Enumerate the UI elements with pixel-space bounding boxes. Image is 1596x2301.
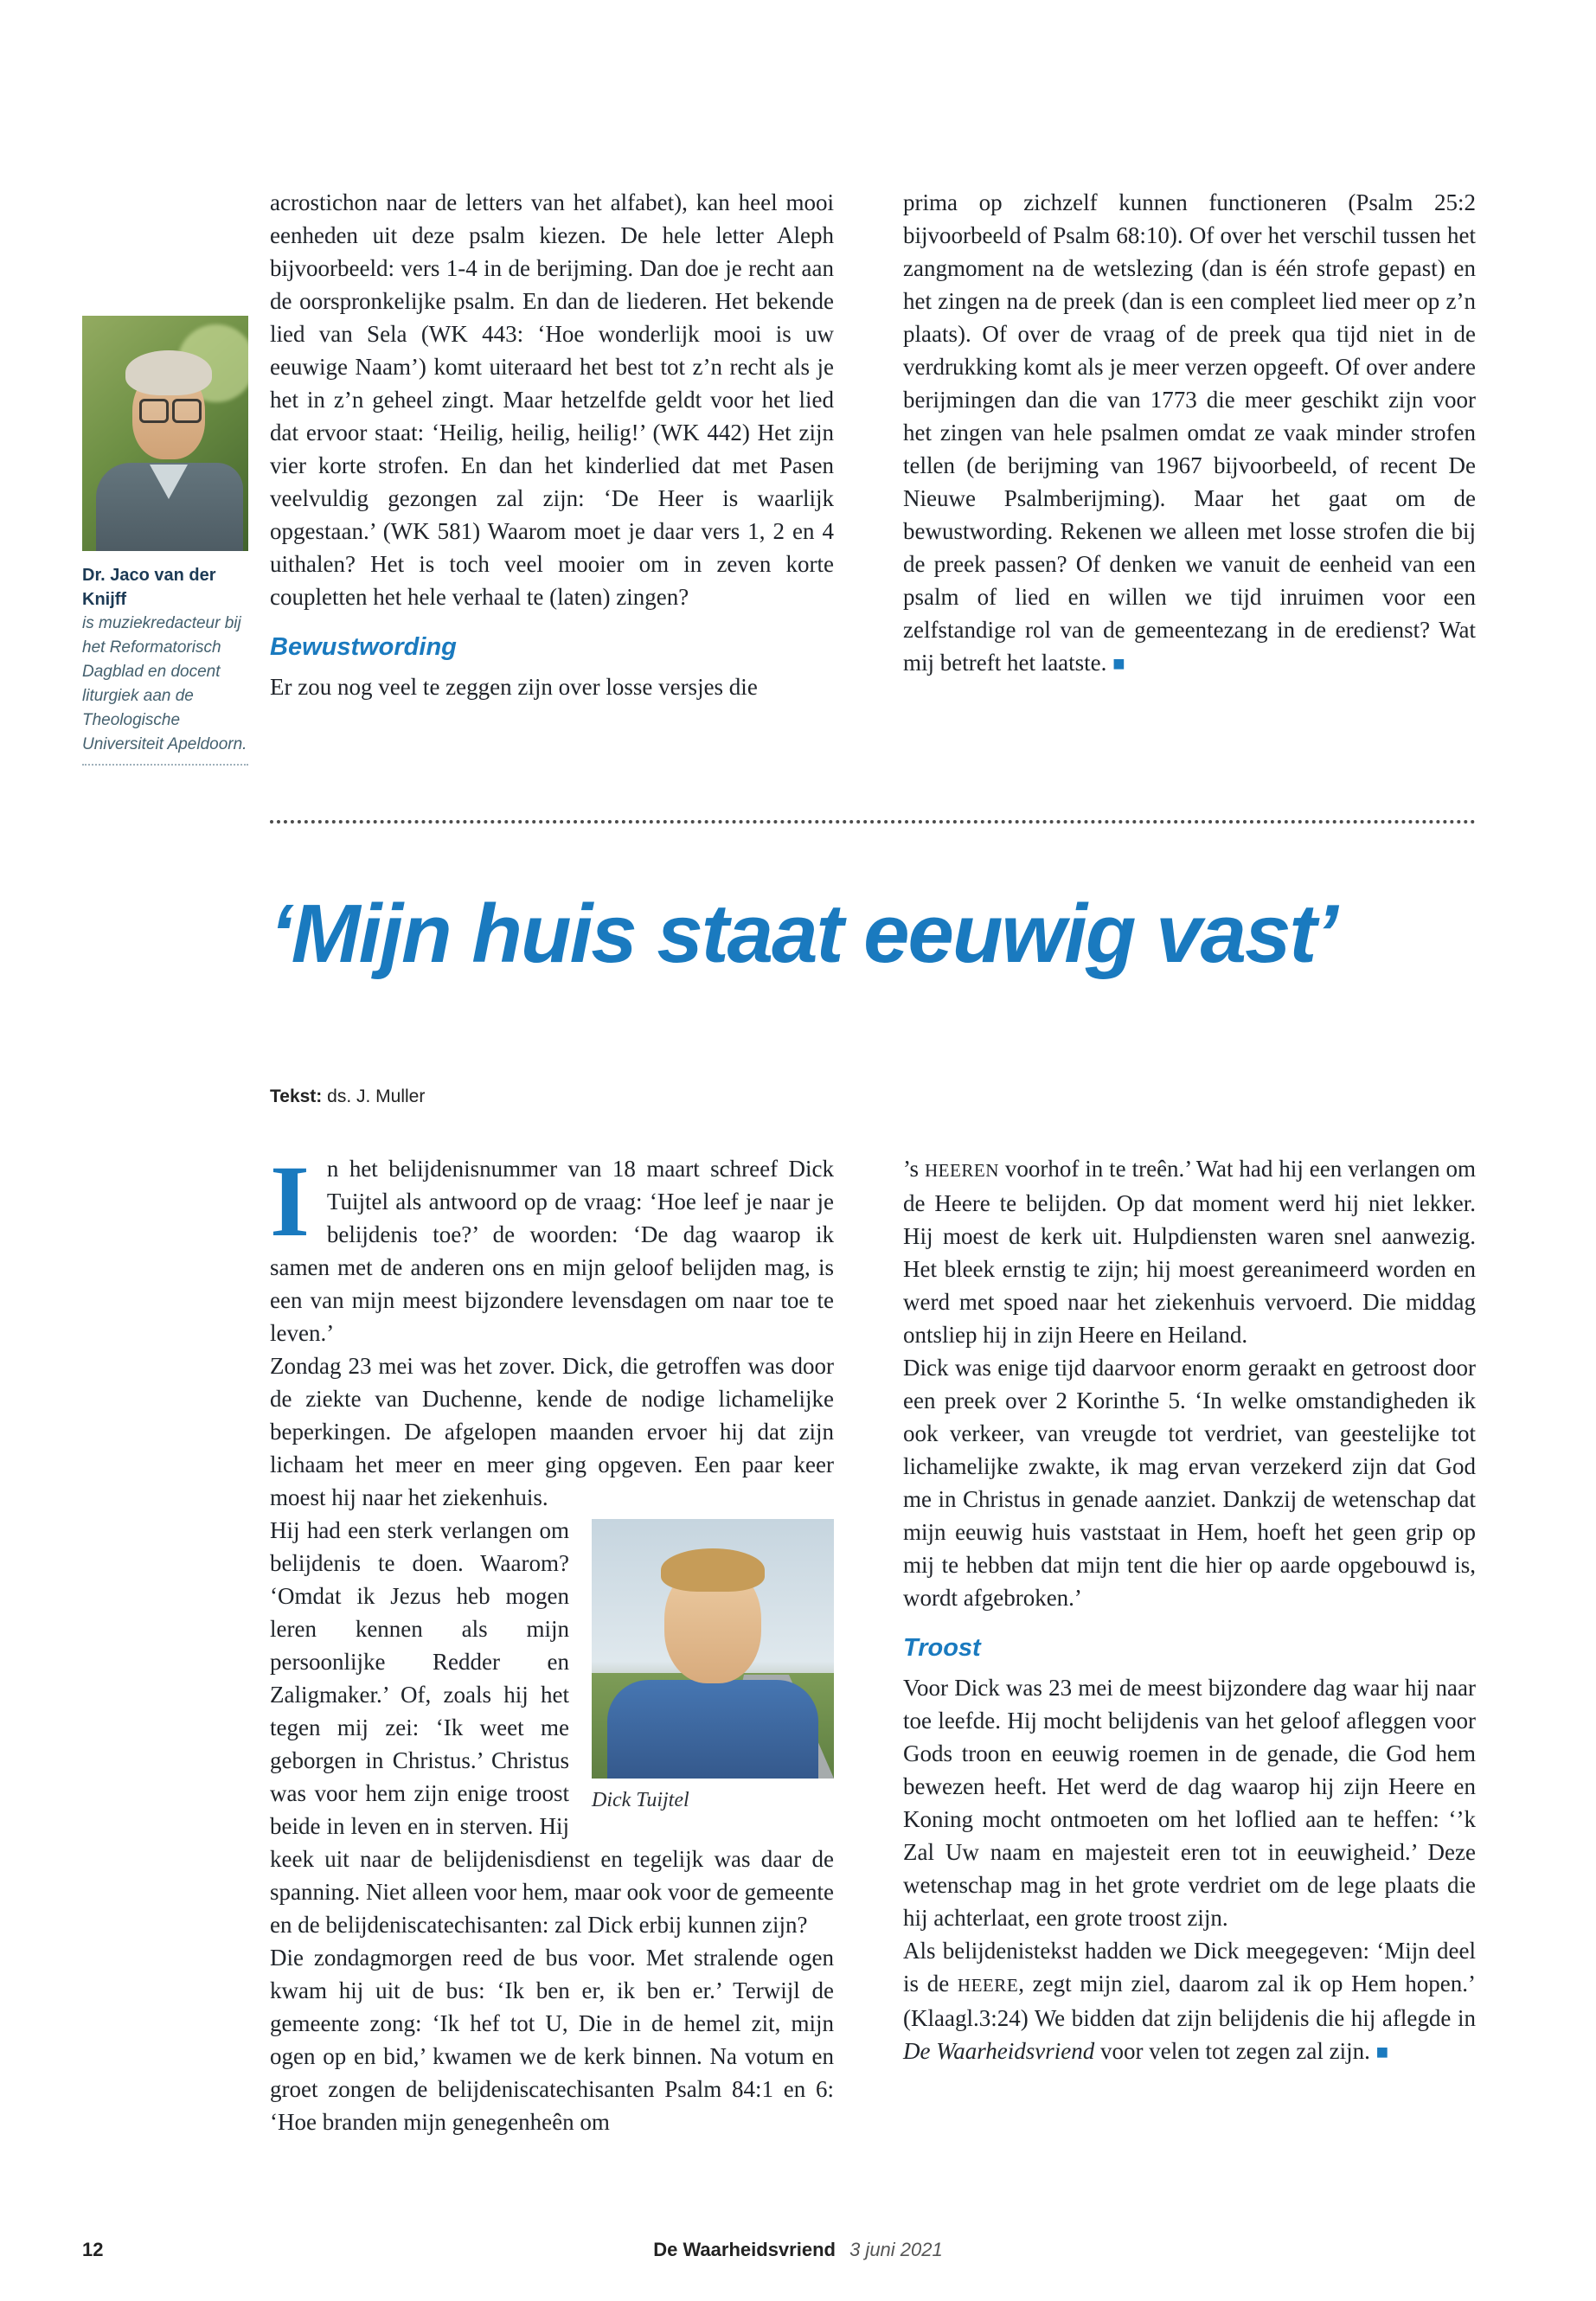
photo-glasses-left bbox=[139, 399, 169, 423]
top-article bbox=[270, 186, 1476, 703]
paragraph: ’s HEEREN voorhof in te treên.’ Wat had hij een verlangen om de Heere te belijden. Op dat moment werd hij niet lekker. Hij moest de kerk uit. Hulpdiensten waren snel aanwezig. Het bleek ernstig te zijn; hij moest gereanimeerd worden en werd met spoed naar het ziekenhuis vervoerd. Die middag ontsliep hij in zijn Heere en Heiland. bbox=[903, 1156, 1477, 1348]
top-article-right-column bbox=[903, 186, 1476, 703]
paragraph: acrostichon naar de letters van het alfabet), kan heel mooi eenheden uit deze psalm kiezen. De hele letter Aleph bijvoorbeeld: vers 1-4 in de berijming. Dan doe je recht aan de oorspronkelijke psalm. En dan de liederen. Het bekende lied van Sela (WK 443: ‘Hoe wonderlijk mooi is uw eeuwige Naam’) komt uiteraard het best tot z’n recht als je het in z’n geheel zingt. Maar hetzelfde geldt voor het lied dat ervoor staat: ‘Heilig, heilig, heilig!’ (WK 442) Het zijn vier korte strofen. En dan het kinderlied dat met Pasen veelvuldig gezongen zal zijn: ‘De Heer is waarlijk opgestaan.’ (WK 581) Waarom moet je daar vers 1, 2 en 4 uithalen? Het is toch veel mooier om in zeven korte coupletten het hele verhaal te (laten) zingen? bbox=[270, 189, 834, 610]
paragraph: Voor Dick was 23 mei de meest bijzondere dag waar hij naar toe leefde. Hij mocht belijdenis van het geloof afleggen voor Gods troon en eeuwig roemen in de genade, die God hem bewezen heeft. Het werd de dag waarop hij zijn Heere en Koning mocht ontmoeten om het loflied aan te heffen: ‘’k Zal Uw naam en majesteit eren tot in eeuwigheid.’ Deze wetenschap mag in het grote verdriet om de lege plaats die hij achterlaat, een grote troost zijn. bbox=[903, 1675, 1476, 1931]
author-box bbox=[82, 316, 248, 766]
inset-photo-block bbox=[592, 1519, 834, 1813]
paragraph: Als belijdenistekst hadden we Dick meegegeven: ‘Mijn deel is de HEERE, zegt mijn ziel, daarom zal ik op Hem hopen.’ (Klaagl.3:24) We bidden dat zijn belijdenis die hij aflegde in De Waarheidsvriend voor velen tot zegen zal zijn. ■ bbox=[903, 1938, 1476, 2064]
subhead-troost: Troost bbox=[903, 1634, 981, 1662]
paragraph: Hij had een sterk verlangen om belijdenis te doen. Waarom? ‘Omdat ik Jezus heb mogen leren kennen als mijn persoonlijke Redder en Zaligmaker.’ Of, zoals hij het tegen mij zei: ‘Ik weet me geborgen in Christus.’ Christus was voor hem zijn enige troost beide in leven en in sterven. Hij keek uit naar de belijdenisdienst en tegelijk was daar de spanning. Niet alleen voor hem, maar ook voor de gemeente en de belijdeniscatechisanten: zal Dick erbij kunnen zijn? bbox=[270, 1517, 834, 1938]
footer-magazine-title: De Waarheidsvriend bbox=[653, 2239, 836, 2260]
paragraph: Dick was enige tijd daarvoor enorm geraakt en getroost door een preek over 2 Korinthe 5. ‘In welke omstandigheden ik ook verkeer, van vreugde tot verdriet, van geestelijke tot lichamelijke zwakte, ik mag ervan verzekerd zijn dat God me in Christus in genade aanziet. Dankzij de wetenschap dat mijn eeuwig huis vaststaat in Hem, hoeft het geen grip op mij te hebben dat mijn tent die hier op aarde opgebouwd is, wordt afgebroken.’ bbox=[903, 1355, 1476, 1611]
main-article bbox=[270, 1144, 1477, 2138]
paragraph: n het belijdenisnummer van 18 maart schreef Dick Tuijtel als antwoord op de vraag: ‘Hoe leef je naar je belijdenis toe?’ de woorden: ‘De dag waarop ik samen met de anderen ons en mijn geloof belijden mag, is een van mijn meest bijzondere levensdagen om naar toe te leven.’ bbox=[270, 1156, 834, 1346]
photo-shirt bbox=[607, 1680, 818, 1779]
byline-label: Tekst: bbox=[270, 1086, 323, 1106]
drop-cap: I bbox=[270, 1144, 310, 1258]
inset-photo-caption: Dick Tuijtel bbox=[592, 1789, 689, 1811]
article-left-column bbox=[270, 1144, 834, 2138]
page-number: 12 bbox=[82, 2239, 104, 2260]
footer-date: 3 juni 2021 bbox=[849, 2239, 943, 2260]
dick-tuijtel-photo bbox=[592, 1519, 834, 1779]
footer-center bbox=[0, 2239, 1596, 2261]
top-article-left-column bbox=[270, 186, 834, 703]
author-caption bbox=[82, 563, 248, 766]
subhead-bewustwording: Bewustwording bbox=[270, 633, 457, 661]
photo-glasses-right bbox=[172, 399, 202, 423]
byline bbox=[270, 1086, 425, 1107]
byline-author: ds. J. Muller bbox=[327, 1086, 426, 1106]
paragraph: Zondag 23 mei was het zover. Dick, die getroffen was door de ziekte van Duchenne, kende de nodige lichamelijke beperkingen. De afgelopen maanden ervoer hij dat zijn lichaam het meer en meer ging opgeven. Een paar keer moest hij naar het ziekenhuis. bbox=[270, 1353, 834, 1510]
author-name: Dr. Jaco van der Knijff bbox=[82, 566, 216, 609]
photo-hair bbox=[661, 1548, 765, 1592]
paragraph: prima op zichzelf kunnen functioneren (Psalm 25:2 bijvoorbeeld of Psalm 68:10). Of over het verschil tussen het zangmoment na de wetslezing (dan is één strofe gepast) en het zingen na de preek (dan is een compleet lied meer op z’n plaats). Of over de vraag of de preek qua tijd niet in de verdrukking komt als je meer verzen opgeeft. Of over andere berijmingen dan die van 1773 die meer geschikt zijn voor het zingen van hele psalmen omdat ze vaak minder strofen tellen (de berijming van 1967 bijvoorbeeld, of recent De Nieuwe Psalmberijming). Maar het gaat om de bewustwording. Rekenen we alleen met losse strofen die bij de preek passen? Of denken we vanuit de eenheid van een psalm of lied en willen we tijd inruimen voor een zelfstandige rol van de gemeentezang in de eredienst? Wat mij betreft het laatste. ■ bbox=[903, 189, 1476, 676]
author-photo bbox=[82, 316, 248, 551]
photo-hair bbox=[125, 350, 212, 395]
page-footer bbox=[0, 2239, 1596, 2261]
section-separator bbox=[270, 820, 1476, 824]
paragraph-with-dropcap bbox=[270, 1144, 834, 1349]
article-title: ‘Mijn huis staat eeuwig vast’ bbox=[270, 888, 1336, 980]
author-bio: is muziekredacteur bij het Reformatorisch Dagblad en docent liturgiek aan de Theologische Universiteit Apeldoorn. bbox=[82, 614, 247, 753]
article-right-column bbox=[903, 1152, 1476, 2138]
paragraph: Die zondagmorgen reed de bus voor. Met stralende ogen kwam hij uit de bus: ‘Ik ben er, ik ben er.’ Terwijl de gemeente zong: ‘Ik hef tot U, Die in de hemel zit, mijn ogen op en bid,’ kwamen we de kerk binnen. Na votum en groet zongen de belijdeniscatechisanten Psalm 84:1 en 6: ‘Hoe branden mijn genegenheên om bbox=[270, 1945, 834, 2135]
paragraph: Er zou nog veel te zeggen zijn over losse versjes die bbox=[270, 674, 758, 700]
